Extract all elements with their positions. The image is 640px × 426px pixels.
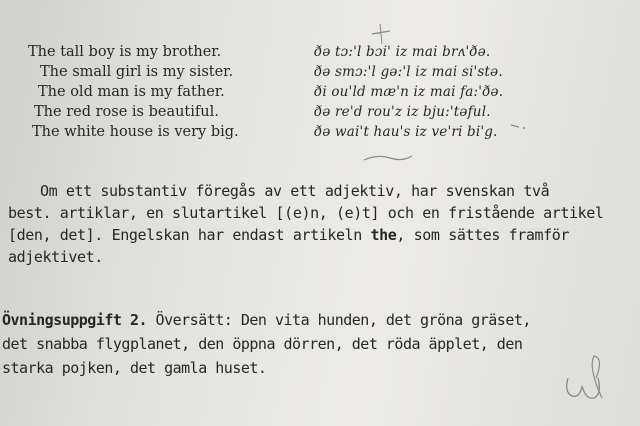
- paragraph-line: [8, 202, 628, 224]
- example-row: [28, 42, 628, 62]
- paragraph-text: , som sättes framför: [396, 226, 570, 244]
- paragraph-text: [den, det]. Engelskan har endast artikeln: [8, 226, 371, 244]
- phonetic-transcription: ði ou'ld mæ'n iz mai fa:'ðə.: [314, 84, 504, 100]
- exercise-line: [2, 308, 638, 332]
- example-row: [28, 102, 628, 122]
- exercise-line: [2, 332, 638, 356]
- example-row: [28, 62, 628, 82]
- english-sentence: The small girl is my sister.: [40, 64, 234, 80]
- exercise-block: [2, 308, 638, 380]
- exercise-text: starka pojken, det gamla huset.: [2, 359, 267, 377]
- exercise-title: Övningsuppgift 2.: [2, 311, 148, 329]
- paragraph-line: [8, 180, 628, 202]
- grammar-explanation: [8, 180, 628, 268]
- paragraph-text: Om ett substantiv föregås av ett adjektiv, har svenskan två: [40, 182, 550, 200]
- english-sentence: The white house is very big.: [32, 124, 239, 140]
- exercise-text: Översätt: Den vita hunden, det gröna gräset,: [147, 311, 531, 329]
- english-sentence: The tall boy is my brother.: [28, 44, 222, 60]
- phonetic-transcription: ðə tɔ:'l bɔi' iz mai brʌ'ðə.: [314, 44, 491, 60]
- paragraph-text: adjektivet.: [8, 248, 103, 266]
- phonetic-transcription: ðə re'd rou'z iz bju:'təful.: [314, 104, 491, 120]
- pencil-underline: [360, 150, 420, 170]
- paragraph-text: best. artiklar, en slutartikel [(e)n, (e)t] och en fristående artikel: [8, 204, 604, 222]
- example-sentences: [28, 42, 628, 142]
- example-row: [28, 122, 628, 142]
- example-row: [28, 82, 628, 102]
- exercise-line: [2, 356, 638, 380]
- paragraph-line: [8, 246, 628, 268]
- article-the: the: [370, 226, 397, 244]
- english-sentence: The red rose is beautiful.: [34, 104, 219, 120]
- phonetic-transcription: ðə wai't hau's iz ve'ri bi'g.: [314, 124, 498, 140]
- paragraph-line: [8, 224, 628, 246]
- english-sentence: The old man is my father.: [38, 84, 225, 100]
- phonetic-transcription: ðə smɔ:'l gə:'l iz mai si'stə.: [314, 64, 503, 80]
- exercise-text: det snabba flygplanet, den öppna dörren, det röda äpplet, den: [2, 335, 523, 353]
